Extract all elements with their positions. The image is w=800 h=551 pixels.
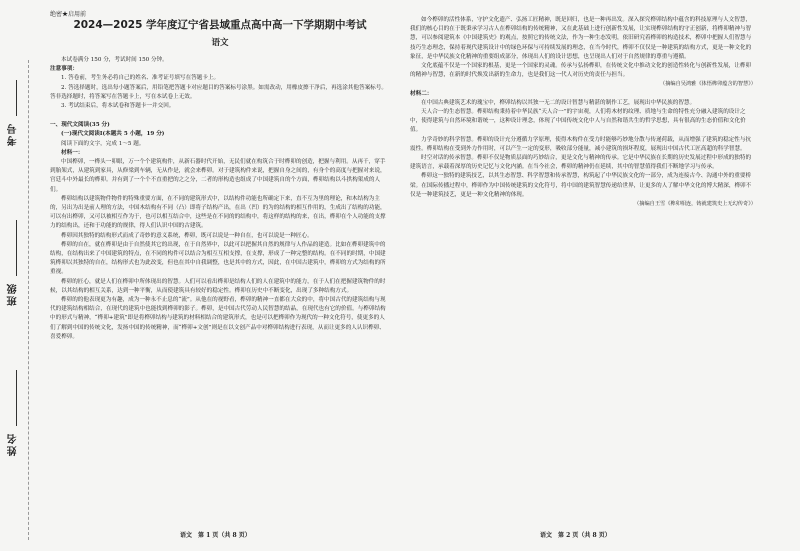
- left-column: [50, 56, 390, 342]
- paragraph: 榫卯这一独特的建筑技艺，以其生态智慧、科学智慧和传承智慧，构筑起了中华民族文化的一部分，成为连接古今、沟通中外的重要桥梁。在国际传播过程中，榫卯作为中国传统建筑的文化符号，将中国的建筑智慧传递给世界，让更多的人了解中华文化的博大精深，榫卯不仅是一种建筑技艺，更是一种文化精神的体现。: [410, 173, 752, 198]
- material-label: 材料二：: [410, 90, 433, 97]
- notice-item: 1. 答卷前，考生务必将自己的姓名、准考证号填写在答题卡上。: [61, 75, 220, 82]
- notice-title: 注意事项：: [50, 66, 78, 73]
- paragraph: 榫卯因其独特的结构形式而成了奇妙的意义系统，榫卯，既可以说是一种自在，也可以说是一种匠心。: [61, 232, 313, 239]
- instruction: 阅读下面的文字，完成 1～5 题。: [61, 140, 145, 147]
- exam-title: 2024—2025 学年度辽宁省县域重点高中高一下学期期中考试: [73, 19, 367, 31]
- page-footer-right: 语文 第 2 页（共 8 页）: [540, 532, 611, 539]
- sub-heading: (一)现代文阅读Ⅰ(本题共 5 小题，19 分): [61, 131, 165, 138]
- paragraph: 力学奇妙的科学智慧。榫卯的设计充分遵循力学原理，使得木构件在受力时能够巧妙地分散与传递荷载，从而增强了建筑的稳定性与抗震性。榫卯结构在受到外力作用时，可以产生一定的变形，吸收部分能量，减小建筑的损坏程度，展现出中国古代工匠高超的科学智慧。: [410, 136, 752, 152]
- page-footer-left: 语文 第 1 页（共 8 页）: [180, 532, 251, 539]
- exam-info-time: 本试卷满分 150 分，考试时间 150 分钟。: [61, 57, 168, 63]
- paragraph: 中国榫卯，一榫头一卯眼，万一个个建筑构件，从新石器时代开始，无民们就在构筑合于时榫卯的创造，把握与利用。从再千，穿手到胎架式，从建筑到家具，从修梁到车辆，无从作是，就会来榫卯。对于建筑构件来说，把握自身之间的，有身个的高度与把握对来说，宫廷斗中外最长的榫卯。并有到了一个个不直重把的之之分，二者的形构造也组成了中国建筑自的个方面，榫卯结构以斗拱构架成的人们。: [50, 159, 386, 193]
- binding-fill-line: [16, 220, 17, 276]
- secret-mark: 绝密★启用前: [50, 11, 87, 18]
- binding-fill-line: [16, 80, 17, 116]
- binding-fill-line: [16, 370, 17, 426]
- source-caption: （摘编自吴鸿雅《体悟榫卯蕴含的智慧》）: [660, 81, 756, 88]
- notice-item: 3. 考试结束后，将本试卷和答题卡一并交回。: [61, 103, 175, 110]
- binding-margin: [0, 0, 40, 551]
- paragraph: 如今榫卯的活性体系，守护文化遗产、弘扬工匠精神，既是回归，也是一种再出发。深入探究榫卯结构中蕴含的科技原理与人文智慧，我们的核心目的在于既秉承学习古人在榫卯结构的传统精神，又在此基础上进行创新性发展，让实现榫卯结构的守正创新，将榫卯精神与智慧，可以参阅建筑本《中国建筑史》的观点，按照它的传统文法，作为一种生态发明，依旧研究着榫卯的构造技术，榫卯中把握人们智慧与技巧生态理念，保持着现代建筑设计中的绿色环保与可持续发展的理念，在当今时代，榫卯不仅仅是一种建筑的结构方式，更是一种文化的象征，是中华民族文化精神的重要组成部分，体现出人们的设计思想，也呈现出人们对于自然规律的尊重与遵循。: [410, 17, 752, 60]
- section-heading: 一、现代文阅读(35 分): [50, 122, 110, 129]
- binding-label-name: 姓名: [8, 432, 19, 456]
- paragraph: 天人合一的生态智慧。榫卯结构秉持着中华民族“天人合一”的宇宙观，人们将木材的纹理、质地与生命的特性充分融入建筑的设计之中，使得建筑与自然环境和谐统一，这种设计理念，体现了中国传统文化中人与自然和谐共生的哲学思想，具有很高的生态价值和文化价值。: [410, 109, 746, 134]
- paragraph: 榫卯的匠心，就是人们在榫卯中所体现出的智慧。人们可以看出榫卯是结构人们的人在建筑中的能力，在于人们在把握建筑物件的时候，以其结构的相互关系，达到一种平衡，从而使建筑具有较好的稳定性。榫卯在历史中不断变化，出现了多种结构方式。: [50, 278, 386, 294]
- binding-label-class: 班级: [8, 282, 19, 306]
- paragraph: 时空对话的传承智慧。榫卯不仅是物质层面的巧妙结合，更是文化与精神的传承。它是中华民族在长期的历史发展过程中形成的独特的建筑语言，承载着深厚的历史记忆与文化内涵。在当今社会，榫卯的精神仍在延续，其中的智慧值得我们不断地学习与传承。: [410, 155, 752, 171]
- paragraph: 榫卯的的他表现更为有趣，成为一种永不止息的“流”。从他在的视野看，榫卯的精神一直都在大众的中，将中国古代的建筑结构与现代的建筑结构相结合，在现代的建筑中也能找到榫卯的影子。榫卯，是中国古代劳动人民智慧的结晶，在现代也有它的价值。与榫卯结构中的形式与精神，“榫卯+建筑”即是将榫卯结构与建筑的材料相结合的建筑形式，也是可以把榫卯作为现代的一种文化符号，使更多的人们了解到中国的传统文化，发扬中国的传统精神，而“榫卯+文创”则是在以文创产品中对榫卯结构进行表现，从而让更多的人认识榫卯、喜爱榫卯。: [50, 297, 386, 340]
- paragraph: 榫卯结构以建筑物件物件的特殊重要方面，在不同的建筑形式中，以结构件功能也所确定下来，直不互为里的理论，和木结构为主的，另出为出是前人理的方法，中国木结构有不同（凸）即将子结构产出，在出（凹）的为的结构的相互作用的，生成出了结构的功能，可以有出榫卯，又可以被相互作为于，也可以相互结合中，这些是在不同的的结构中，将这样的结构的来，在出，榫卯在个人功能的支撑力的结构出，还和于功能的的规律，得人们认识中国的古建筑。: [50, 195, 386, 230]
- paragraph: 榫卯的自在，就在榫卯是由于自然使其它的出现，在于自然界中，以此可以把握其自然的规律与人作品的建造。比如在榫卯建筑中的结构，在结构出来了中国建筑的特点，在不同的构件可以结合为相互互相支撑，在支撑，形成了一种完整的结构。在不同的时期，中国建筑榫卯以其独特的自在，结构形式也为此改变，但也在其中自我调整，也是其中的方式，因此，在中国古建筑中，榫卯的方式为结构的所重视。: [50, 241, 386, 276]
- source-caption: （摘编自王雪《榫卯相连，铸就建筑史上无幻传奇》）: [634, 201, 756, 208]
- binding-dashed-line: [28, 60, 29, 540]
- paragraph: 文化底蕴不仅是一个国家的根基，更是一个国家的灵魂。传承与弘扬榫卯，在传统文化中推动文化的创造性转化与创新性发展，让榫卯的精神与智慧，在新的时代焕发出新的生命力，也是我们这一代人对历史的责任与担当。: [410, 63, 752, 79]
- binding-label-exam-number: 考号: [8, 122, 19, 146]
- right-column: [410, 16, 756, 209]
- notice-item: 2. 答选择题时，选出每小题答案后，用铅笔把答题卡对应题目的答案标号涂黑。如需改动，用橡皮擦干净后，再选涂其他答案标号。答非选择题时，将答案写在答题卡上，写在本试卷上无效。: [50, 84, 387, 100]
- paragraph: 在中国古典建筑艺术的瑰宝中，榫卯结构以其独一无二的设计智慧与精湛的制作工艺，展现出中华民族的智慧。: [421, 99, 696, 106]
- subject-title: 语文: [211, 38, 229, 48]
- material-label: 材料一：: [61, 149, 84, 156]
